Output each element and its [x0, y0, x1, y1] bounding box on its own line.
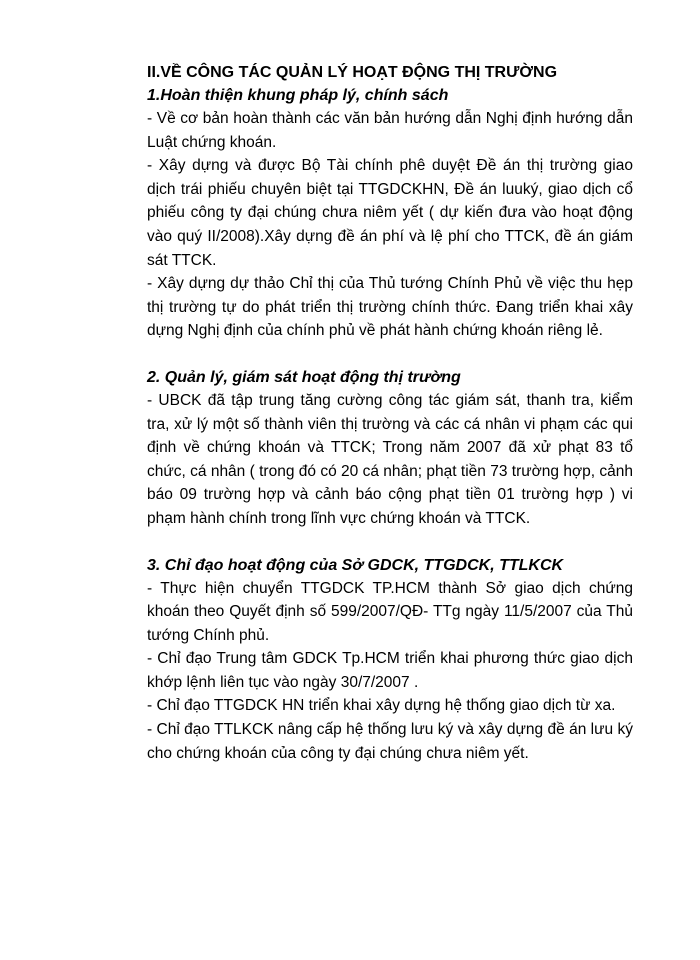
section-1-paragraph: - Xây dựng và được Bộ Tài chính phê duyệt Đề án thị trường giao dịch trái phiếu chuyên biệt tại TTGDCKHN, Đề án luuký, giao dịch cổ phiếu công ty đại chúng chưa niêm yết ( dự kiến đưa vào hoạt động vào quý II/2008).Xây dựng đề án phí và lệ phí cho TTCK, đề án giám sát TTCK.	[147, 157, 633, 269]
section-1-heading: 1.Hoàn thiện khung pháp lý, chính sách	[147, 87, 449, 104]
section-spacer	[147, 343, 633, 366]
section-3-paragraph: - Thực hiện chuyển TTGDCK TP.HCM thành Sở giao dịch chứng khoán theo Quyết định số 599/2007/QĐ- TTg ngày 11/5/2007 của Thủ tướng Chính phủ.	[147, 579, 633, 644]
section-3-paragraph: - Chỉ đạo TTLKCK nâng cấp hệ thống lưu ký và xây dựng đề án lưu ký cho chứng khoán của công ty đại chúng chưa niêm yết.	[147, 721, 633, 762]
document-title: II.VỀ CÔNG TÁC QUẢN LÝ HOẠT ĐỘNG THỊ TRƯỜNG	[147, 64, 558, 81]
section-3-paragraph: - Chỉ đạo Trung tâm GDCK Tp.HCM triển khai phương thức giao dịch khớp lệnh liên tục vào ngày 30/7/2007 .	[147, 650, 633, 691]
section-1-paragraph: - Xây dựng dự thảo Chỉ thị của Thủ tướng Chính Phủ về việc thu hẹp thị trường tự do phát triển thị trường chính thức. Đang triển khai xây dựng Nghị định của chính phủ về phát hành chứng khoán riêng lẻ.	[147, 275, 633, 340]
section-3-paragraph: - Chỉ đạo TTGDCK HN triển khai xây dựng hệ thống giao dịch từ xa.	[147, 697, 616, 715]
section-3-heading: 3. Chỉ đạo hoạt động của Sở GDCK, TTGDCK, TTLKCK	[147, 556, 564, 574]
section-spacer	[147, 531, 633, 554]
section-2-paragraph: - UBCK đã tập trung tăng cường công tác giám sát, thanh tra, kiểm tra, xử lý một số thành viên thị trường và các cá nhân vi phạm các qui định về chứng khoán và TTCK; Trong năm 2007 đã xử phạt 83 tổ chức, cá nhân ( trong đó có 20 cá nhân; phạt tiền 73 trường hợp, cảnh báo 09 trường hợp và cảnh báo cộng phạt tiền 01 trường hợp ) vi phạm hành chính trong lĩnh vực chứng khoán và TTCK.	[147, 391, 633, 527]
section-1-paragraph: - Về cơ bản hoàn thành các văn bản hướng dẫn Nghị định hướng dẫn Luật chứng khoán.	[147, 110, 633, 151]
section-2-heading: 2. Quản lý, giám sát hoạt động thị trường	[147, 368, 461, 386]
document-body	[147, 61, 633, 765]
